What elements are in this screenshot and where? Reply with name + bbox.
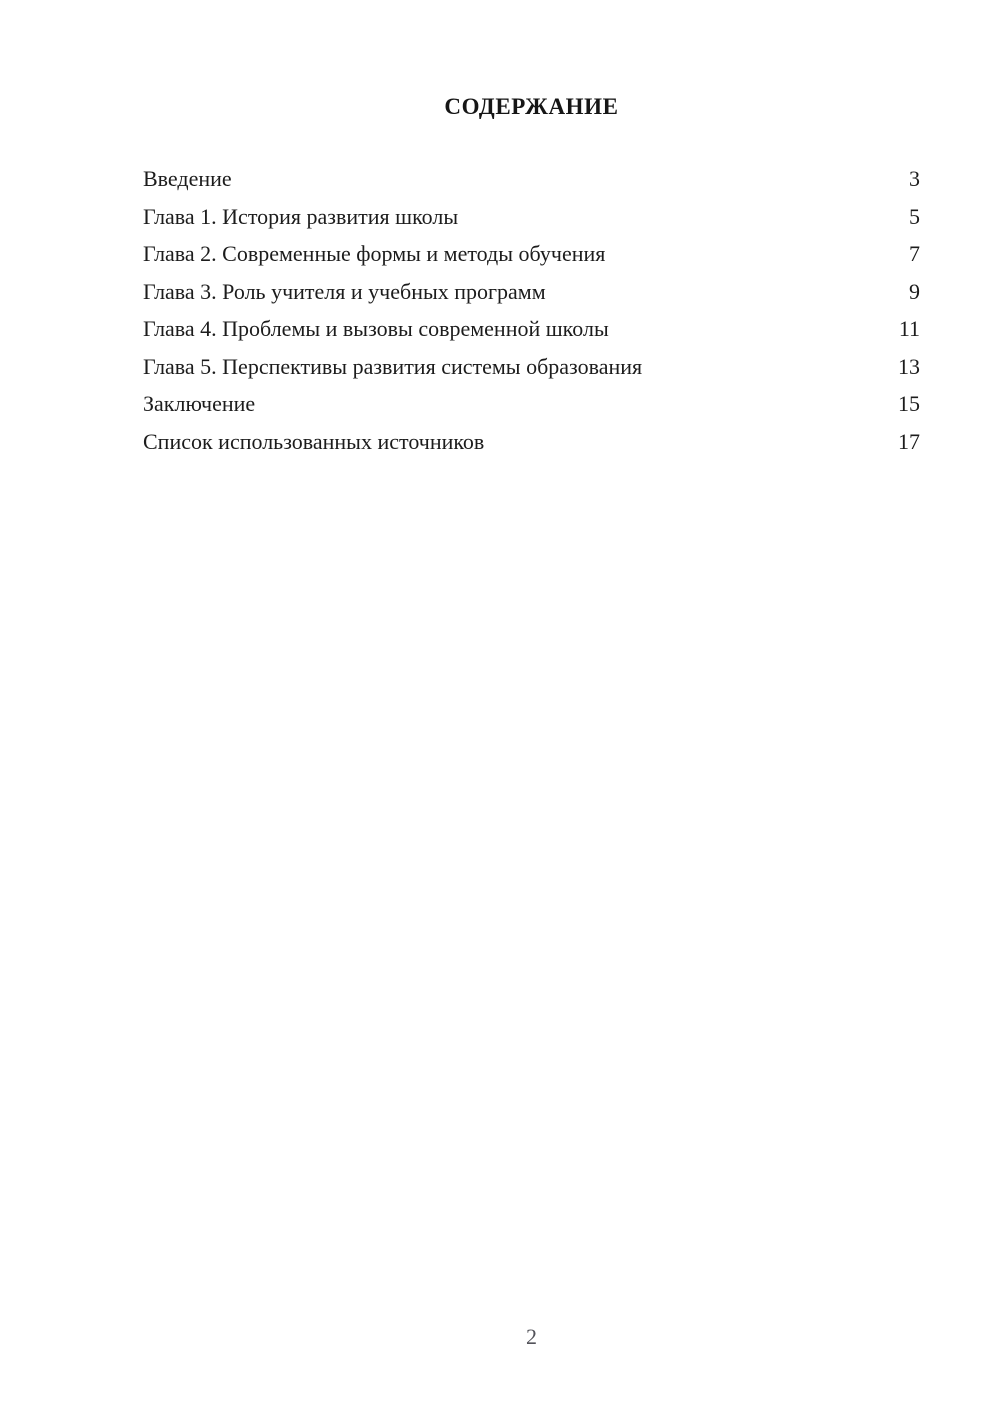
toc-entry-label: Введение (143, 166, 232, 191)
toc-row (143, 235, 920, 273)
toc-entry-label: Глава 2. Современные формы и методы обучения (143, 241, 606, 266)
toc-entry-label: Глава 4. Проблемы и вызовы современной школы (143, 316, 609, 341)
toc-row (143, 385, 920, 423)
toc-entry-label: Глава 5. Перспективы развития системы образования (143, 353, 643, 379)
page-title: СОДЕРЖАНИЕ (444, 94, 619, 119)
toc-row (143, 348, 920, 386)
toc-entry-page: 17 (898, 428, 920, 454)
toc-entry-label: Глава 3. Роль учителя и учебных программ (143, 278, 546, 304)
toc-entry-page: 13 (898, 353, 920, 379)
toc-entry-page: 5 (909, 203, 920, 229)
toc-entry-page: 15 (898, 391, 920, 416)
toc-list (143, 160, 920, 460)
toc-entry-label: Заключение (143, 391, 256, 416)
toc-row (143, 160, 920, 198)
toc-entry-page: 3 (909, 166, 920, 191)
toc-entry-label: Список использованных источников (143, 428, 485, 454)
toc-entry-page: 7 (909, 241, 920, 266)
toc-entry-label: Глава 1. История развития школы (143, 203, 459, 229)
toc-row (143, 310, 920, 348)
toc-row (143, 423, 920, 461)
toc-entry-page: 9 (909, 278, 920, 304)
toc-row (143, 198, 920, 236)
toc-entry-page: 11 (898, 316, 920, 341)
toc-row (143, 273, 920, 311)
footer-page-number: 2 (526, 1324, 537, 1349)
